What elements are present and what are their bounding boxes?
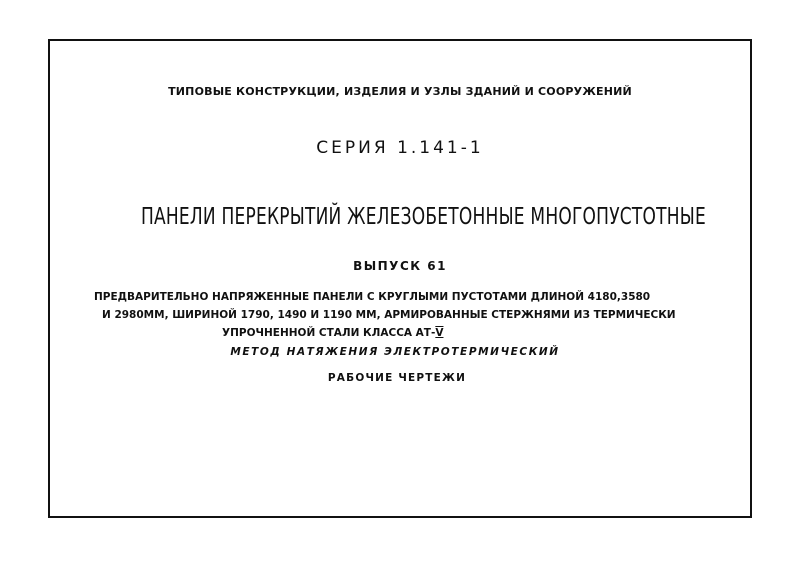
drawing-frame bbox=[48, 39, 752, 518]
working-drawings-label: РАБОЧИЕ ЧЕРТЕЖИ bbox=[327, 372, 467, 384]
series-number: СЕРИЯ 1.141-1 bbox=[316, 138, 484, 158]
description-line-3-text: УПРОЧНЕННОЙ СТАЛИ КЛАССА АТ- bbox=[222, 327, 436, 339]
document-title: ПАНЕЛИ ПЕРЕКРЫТИЙ ЖЕЛЕЗОБЕТОННЫЕ МНОГОПУСТОТНЫЕ bbox=[141, 204, 706, 230]
description-line-3 bbox=[222, 327, 443, 339]
tensioning-method: МЕТОД НАТЯЖЕНИЯ ЭЛЕКТРОТЕРМИЧЕСКИЙ bbox=[230, 346, 560, 358]
description-line-1: ПРЕДВАРИТЕЛЬНО НАПРЯЖЕННЫЕ ПАНЕЛИ С КРУГЛЫМИ ПУСТОТАМИ ДЛИНОЙ 4180,3580 bbox=[94, 291, 651, 303]
steel-class-roman: V bbox=[435, 327, 444, 339]
document-header: ТИПОВЫЕ КОНСТРУКЦИИ, ИЗДЕЛИЯ И УЗЛЫ ЗДАНИЙ И СООРУЖЕНИЙ bbox=[168, 85, 632, 98]
description-line-2: И 2980ММ, ШИРИНОЙ 1790, 1490 И 1190 ММ, АРМИРОВАННЫЕ СТЕРЖНЯМИ ИЗ ТЕРМИЧЕСКИ bbox=[102, 309, 676, 321]
issue-number: ВЫПУСК 61 bbox=[353, 259, 447, 273]
